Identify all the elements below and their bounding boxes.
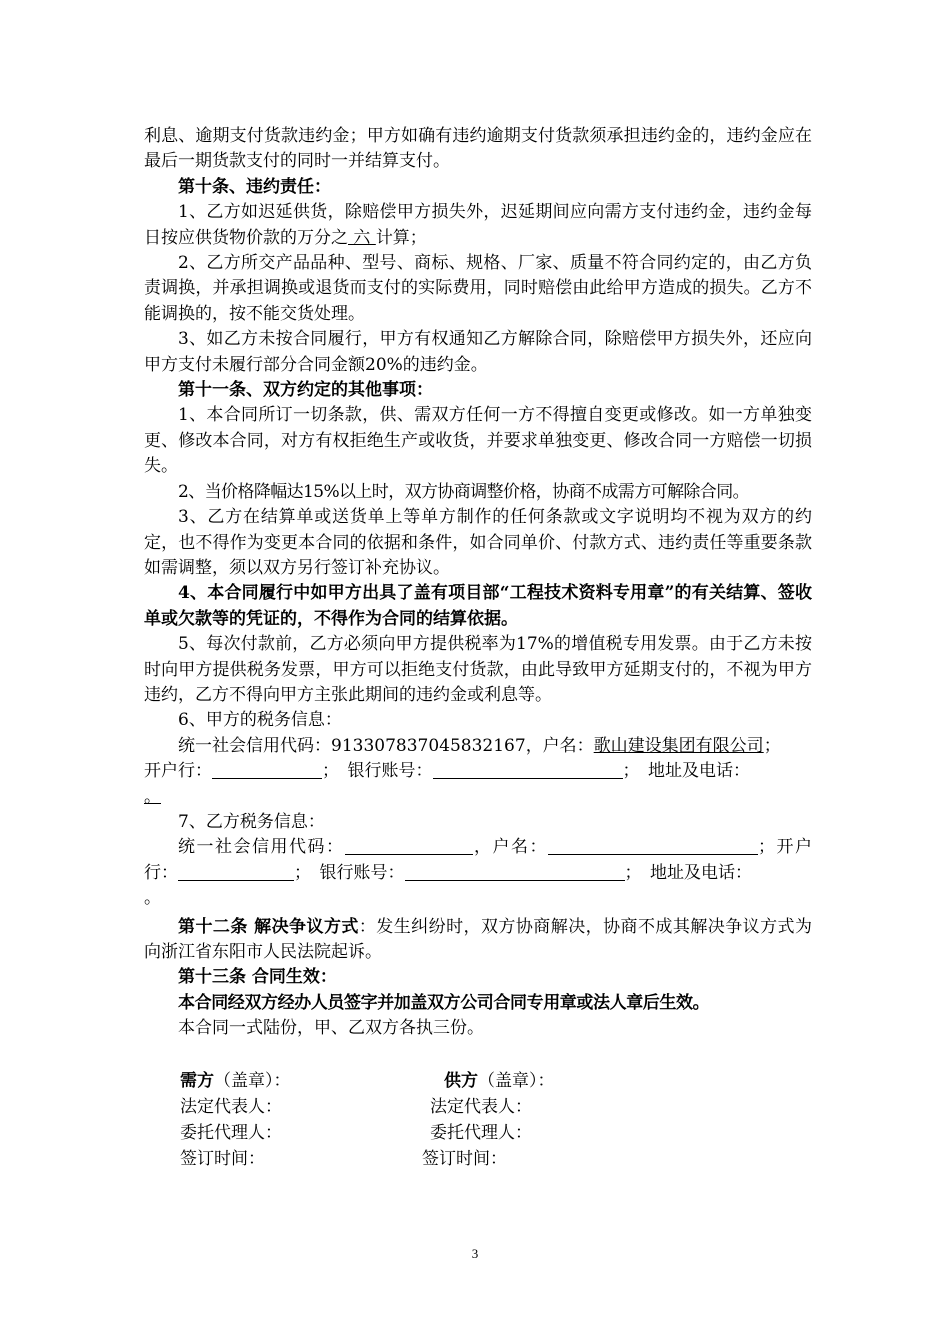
buyer-title: 需方 (180, 1070, 214, 1091)
credit-code-label: 统一社会信用代码： (178, 735, 331, 756)
seller-agent: 委托代理人： (430, 1122, 532, 1143)
party-b-tax-info (144, 835, 812, 911)
signature-row-date (144, 1146, 812, 1172)
article-13-title: 第十三条 合同生效： (178, 967, 337, 988)
item-text-end: 计算； (375, 227, 427, 248)
article-12 (144, 915, 812, 966)
rate-value: 六 (348, 227, 376, 248)
article-11-item-1: 1、本合同所订一切条款，供、需双方任何一方不得擅自变更或修改。如一方单独变更、修改本合同，对方有权拒绝生产或收货，并要求单独变更、修改合同一方赔偿一切损失。 (144, 405, 812, 477)
buyer-agent: 委托代理人： (180, 1122, 282, 1143)
buyer-legal-rep: 法定代表人： (180, 1096, 282, 1117)
signature-row-agent (144, 1120, 812, 1146)
buyer-seal-label: （盖章）： (214, 1070, 291, 1091)
account-name-label: ，户名： (525, 735, 594, 756)
bank-label: ；开户行： (144, 837, 812, 883)
seller-seal (444, 1068, 555, 1094)
party-b-tax-title: 7、乙方税务信息： (178, 811, 325, 832)
article-11-item-5: 5、每次付款前，乙方必须向甲方提供税率为17%的增值税专用发票。由于乙方未按时向甲方提供税务发票，甲方可以拒绝支付货款，由此导致甲方延期支付的，不视为甲方违约，乙方不得向甲方主张此期间的违约金或利息等。 (144, 634, 812, 705)
article-11-item-3: 3、乙方在结算单或送货单上等单方制作的任何条款或文字说明均不视为双方的约定，也不得作为变更本合同的依据和条件，如合同单价、付款方式、违约责任等重要条款如需调整，须以双方另行签订补充协议。 (144, 507, 812, 578)
article-13-effect: 本合同经双方经办人员签字并加盖双方公司合同专用章或法人章后生效。 (178, 992, 710, 1013)
buyer-date: 签订时间： (180, 1148, 265, 1169)
article-12-text: ：发生纠纷时，双方协商解决，协商不成其解决争议方式为向浙江省东阳市人民法院起诉。 (144, 916, 813, 962)
line-end: 。 (144, 786, 161, 807)
account-name-blank (548, 836, 758, 855)
article-11-item-4: 4、本合同履行中如甲方出具了盖有项目部“工程技术资料专用章”的有关结算、签收单或欠款等的凭证的，不得作为合同的结算依据。 (144, 583, 812, 629)
party-a-tax-info (144, 734, 812, 810)
line-end: 。 (144, 888, 161, 909)
page-number: 3 (471, 1246, 479, 1261)
account-name-label: ，户名： (472, 837, 548, 858)
address-phone-label: ； 地址及电话： (624, 862, 752, 883)
credit-code-value: 913307837045832167 (331, 735, 526, 756)
article-11-title: 第十一条、双方约定的其他事项： (178, 380, 433, 401)
paragraph-interest: 利息、逾期支付货款违约金；甲方如确有违约逾期支付货款须承担违约金的，违约金应在最后一期货款支付的同时一并结算支付。 (144, 126, 812, 172)
article-10-item-1 (144, 200, 812, 251)
seller-title: 供方 (444, 1070, 478, 1091)
signature-row-seal (144, 1068, 812, 1094)
article-10-item-3: 3、如乙方未按合同履行，甲方有权通知乙方解除合同，除赔偿甲方损失外，还应向甲方支付未履行部分合同金额20%的违约金。 (144, 329, 812, 375)
signature-row-legal (144, 1094, 812, 1120)
article-12-title: 第十二条 解决争议方式 (178, 916, 359, 937)
article-13-copies: 本合同一式陆份，甲、乙双方各执三份。 (178, 1018, 484, 1039)
party-a-tax-title: 6、甲方的税务信息： (178, 710, 342, 731)
buyer-seal (180, 1068, 291, 1094)
address-phone-label: ； 地址及电话： (622, 761, 750, 782)
seller-seal-label: （盖章）： (478, 1070, 555, 1091)
article-11-item-2: 2、当价格降幅达15%以上时，双方协商调整价格，协商不成需方可解除合同。 (178, 481, 749, 502)
article-10-title: 第十条、违约责任： (178, 176, 331, 197)
separator: ； (763, 735, 781, 756)
credit-code-label: 统一社会信用代码： (178, 837, 345, 858)
bank-label: 开户行： (144, 761, 212, 782)
account-number-blank (405, 862, 625, 881)
account-number-blank (433, 760, 623, 779)
bank-blank (212, 760, 322, 779)
account-number-label: ； 银行账号： (294, 862, 405, 883)
seller-legal-rep: 法定代表人： (430, 1096, 532, 1117)
account-number-label: ； 银行账号： (322, 761, 433, 782)
contract-body (144, 124, 812, 1172)
account-name-value: 歌山建设集团有限公司 (593, 735, 764, 756)
item-text: 1、乙方如迟延供货，除赔偿甲方损失外，迟延期间应向需方支付违约金，违约金每日按应供货物价款的万分之 (144, 202, 812, 248)
bank-blank (178, 862, 294, 881)
seller-date: 签订时间： (422, 1148, 507, 1169)
credit-code-blank (345, 836, 473, 855)
article-10-item-2: 2、乙方所交产品品种、型号、商标、规格、厂家、质量不符合同约定的，由乙方负责调换，并承担调换或退货而支付的实际费用，同时赔偿由此给甲方造成的损失。乙方不能调换的，按不能交货处理。 (144, 253, 812, 324)
